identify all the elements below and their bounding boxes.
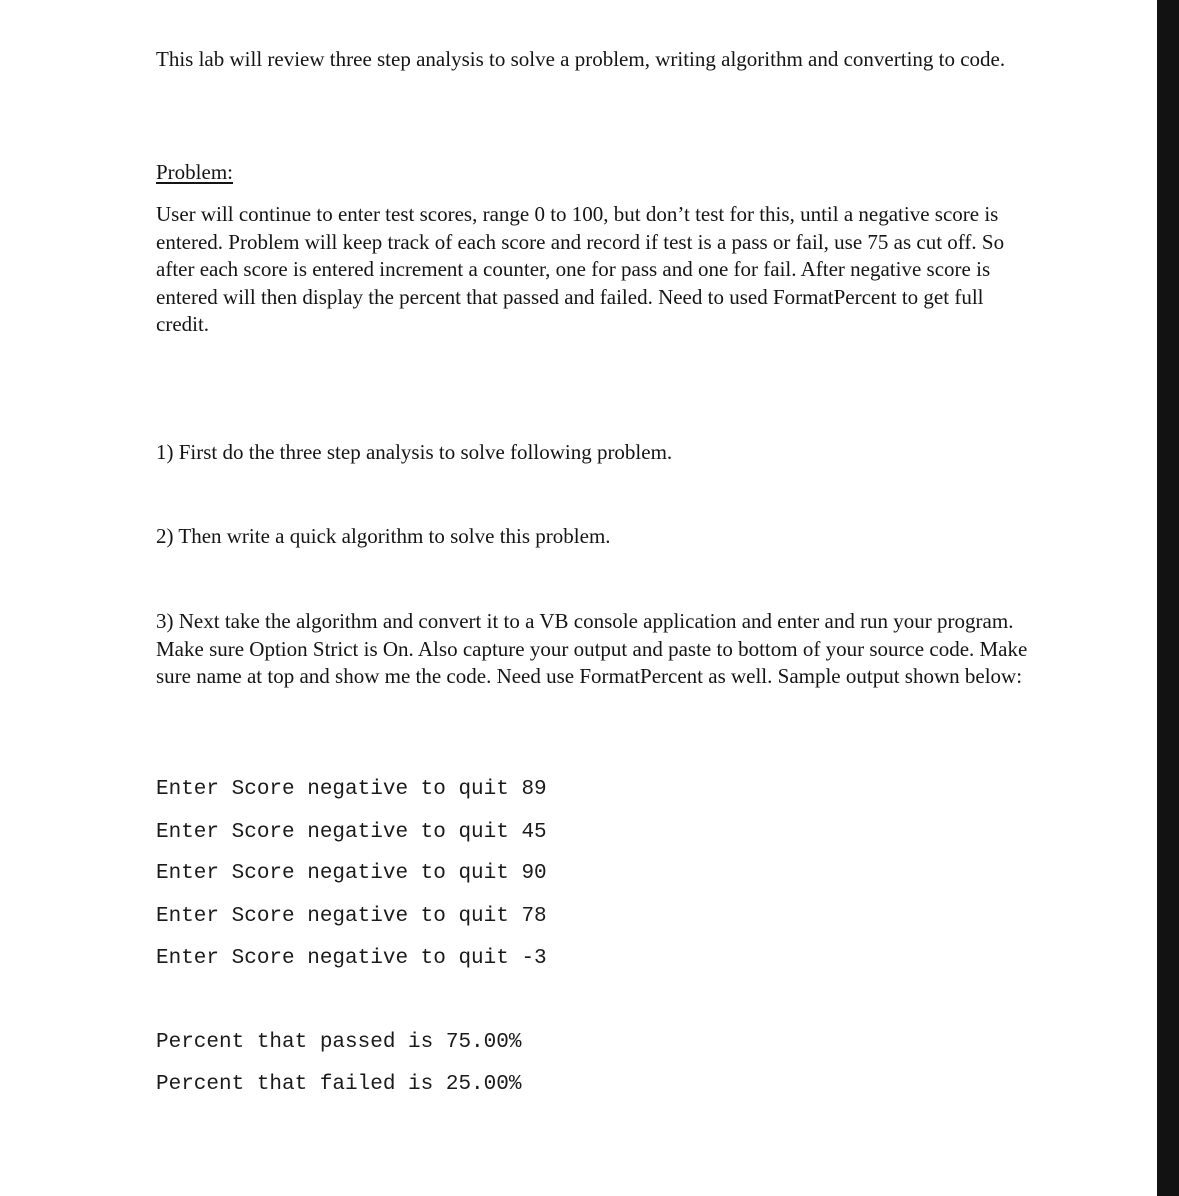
problem-paragraph: User will continue to enter test scores, range 0 to 100, but don’t test for this, until a negative score is entered. Problem will keep track of each score and record if test is a pass or fail, use 75 as cut off. So after each score is entered increment a counter, one for pass and one for fail. After negative score is entered will then display the percent that passed and failed. Need to used FormatPercent to get full credit. [156,202,1005,336]
output-line-input: Enter Score negative to quit 78 [156,905,547,928]
output-line-result: Percent that passed is 75.00% [156,1031,522,1054]
viewer-edge-bar [1157,0,1179,1196]
intro-paragraph: This lab will review three step analysis to solve a problem, writing algorithm and converting to code. [156,47,1006,71]
output-line-input: Enter Score negative to quit 90 [156,862,547,885]
step-2: 2) Then write a quick algorithm to solve this problem. [156,524,611,548]
problem-heading: Problem: [156,160,233,184]
output-line-result: Percent that failed is 25.00% [156,1073,522,1096]
step-1: 1) First do the three step analysis to solve following problem. [156,440,673,464]
output-line-input: Enter Score negative to quit 45 [156,821,547,844]
output-line-input: Enter Score negative to quit 89 [156,778,547,801]
output-line-input: Enter Score negative to quit -3 [156,947,547,970]
step-3: 3) Next take the algorithm and convert it to a VB console application and enter and run your program. Make sure Option Strict is On. Also capture your output and paste to bottom of your source code. Make sure name at top and show me the code. Need use FormatPercent as well. Sample output shown below: [156,609,1028,688]
